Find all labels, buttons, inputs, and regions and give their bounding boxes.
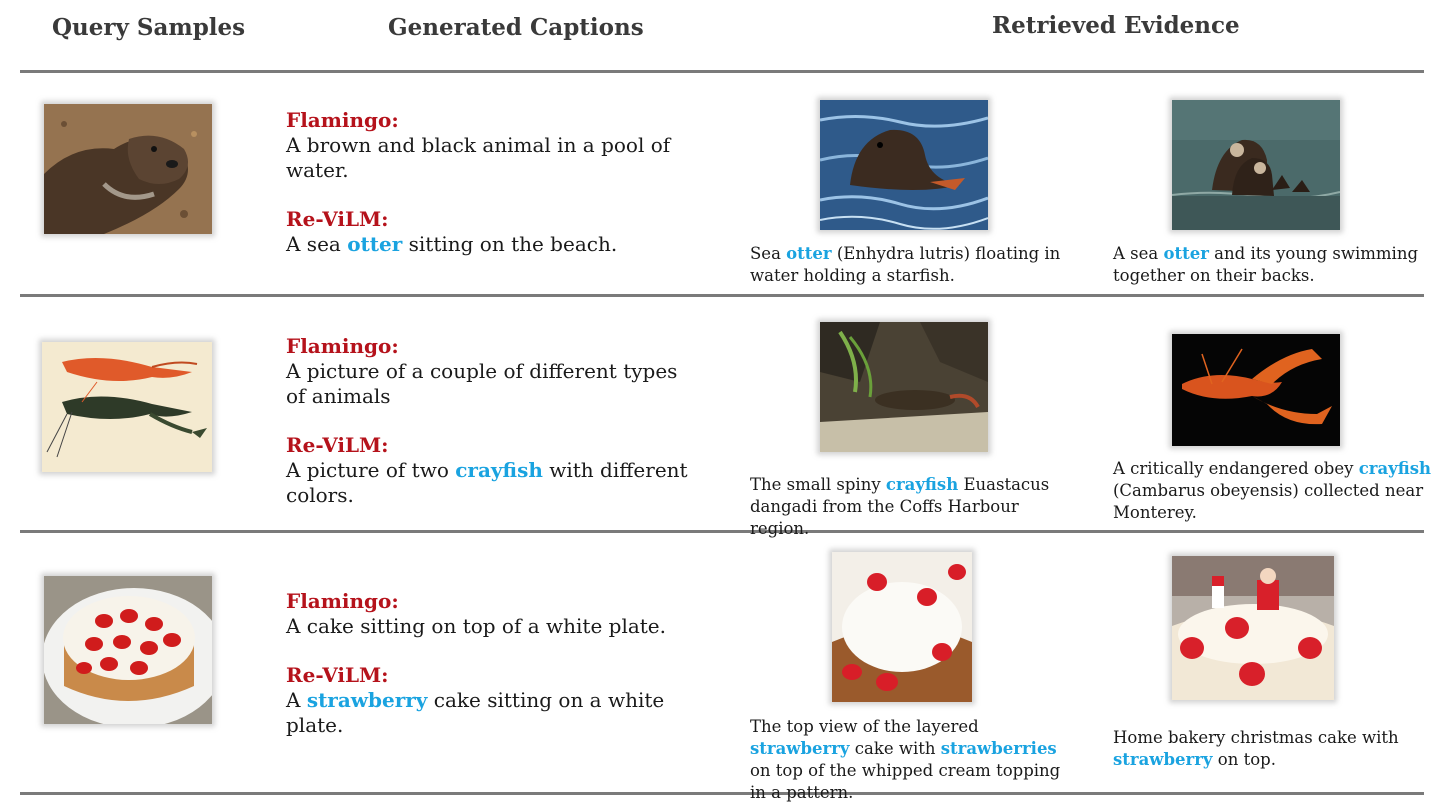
row-divider-1 bbox=[20, 294, 1424, 297]
revilm-caption: A sea otter sitting on the beach. bbox=[286, 232, 618, 256]
evidence-image-sea-otter bbox=[820, 100, 988, 230]
flamingo-label: Flamingo: bbox=[286, 589, 399, 613]
highlight-word: strawberry bbox=[306, 688, 428, 712]
highlight-word: otter bbox=[786, 244, 832, 263]
highlight-word: strawberry bbox=[1113, 750, 1213, 769]
flamingo-label: Flamingo: bbox=[286, 334, 399, 358]
highlight-word: strawberry bbox=[750, 739, 850, 758]
revilm-caption: A picture of two crayfish with different colors. bbox=[286, 458, 688, 507]
query-image-otter bbox=[44, 104, 212, 234]
header-generated-captions: Generated Captions bbox=[388, 14, 644, 41]
evidence-caption-christmas-cake: Home bakery christmas cake with strawberry on top. bbox=[1113, 728, 1399, 769]
revilm-label: Re-ViLM: bbox=[286, 663, 389, 687]
bottom-rule bbox=[20, 792, 1424, 795]
evidence-image-otter-young bbox=[1172, 100, 1340, 230]
highlight-word: otter bbox=[347, 232, 403, 256]
highlight-word: crayfish bbox=[885, 475, 959, 494]
evidence-caption-sea-otter: Sea otter (Enhydra lutris) floating in water holding a starfish. bbox=[750, 244, 1061, 285]
revilm-caption: A strawberry cake sitting on a white plate. bbox=[286, 688, 665, 737]
highlight-word: crayfish bbox=[455, 458, 543, 482]
evidence-caption-layered-cake: The top view of the layered strawberry cake with strawberries on top of the whipped cream topping in a pattern. bbox=[750, 717, 1061, 802]
header-query-samples: Query Samples bbox=[52, 14, 246, 41]
evidence-caption-otter-young: A sea otter and its young swimming together on their backs. bbox=[1113, 244, 1419, 285]
flamingo-caption: A picture of a couple of different types of animals bbox=[286, 359, 678, 408]
header-retrieved-evidence: Retrieved Evidence bbox=[992, 12, 1240, 39]
row-divider-2 bbox=[20, 530, 1424, 533]
evidence-image-christmas-cake bbox=[1172, 556, 1334, 700]
query-image-strawberry-cake bbox=[44, 576, 212, 724]
caption-block-crayfish bbox=[286, 334, 726, 508]
caption-block-cake bbox=[286, 589, 726, 738]
evidence-caption-spiny-crayfish: The small spiny crayfish Euastacus dangadi from the Coffs Harbour region. bbox=[750, 475, 1050, 538]
revilm-label: Re-ViLM: bbox=[286, 207, 389, 231]
evidence-image-orange-crayfish bbox=[1172, 334, 1340, 446]
flamingo-label: Flamingo: bbox=[286, 108, 399, 132]
evidence-image-spiny-crayfish bbox=[820, 322, 988, 452]
evidence-caption-orange-crayfish: A critically endangered obey crayfish (Cambarus obeyensis) collected near Monterey. bbox=[1113, 459, 1432, 522]
highlight-word: crayfish bbox=[1358, 459, 1432, 478]
flamingo-caption: A brown and black animal in a pool of water. bbox=[286, 133, 671, 182]
caption-block-otter bbox=[286, 108, 726, 257]
highlight-word: otter bbox=[1163, 244, 1209, 263]
revilm-label: Re-ViLM: bbox=[286, 433, 389, 457]
top-rule bbox=[20, 70, 1424, 73]
evidence-image-layered-cake bbox=[832, 552, 972, 702]
query-image-crayfish-illustration bbox=[42, 342, 212, 472]
highlight-word: strawberries bbox=[940, 739, 1057, 758]
flamingo-caption: A cake sitting on top of a white plate. bbox=[286, 614, 666, 638]
